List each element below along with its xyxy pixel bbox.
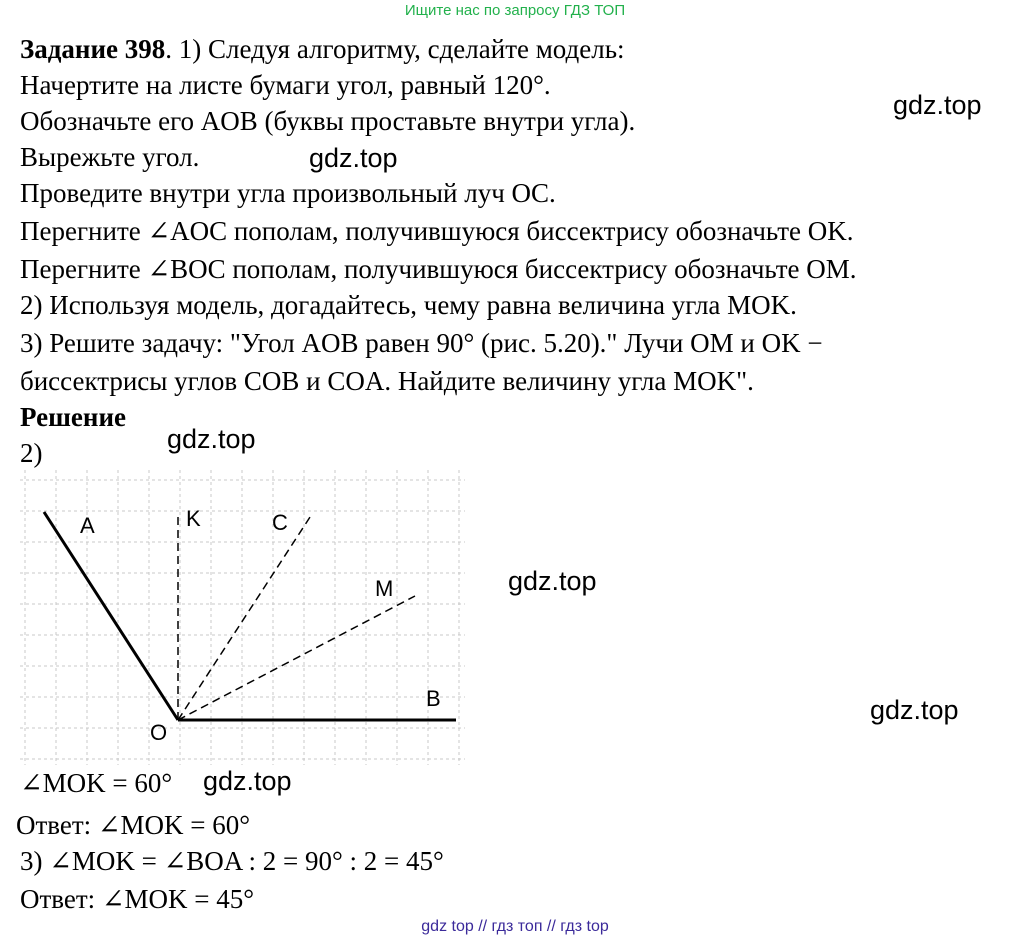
ray-oc xyxy=(178,514,312,720)
footer-links: gdz top // гдз топ // гдз top xyxy=(421,918,609,935)
answer-part2: Ответ: ∠MOK = 60° xyxy=(16,810,251,840)
watermark: gdz.top xyxy=(203,766,292,796)
answer-part3: Ответ: ∠MOK = 45° xyxy=(20,884,255,914)
label-o: O xyxy=(150,720,168,745)
label-b: B xyxy=(426,686,441,711)
label-a: A xyxy=(80,513,95,538)
watermark: gdz.top xyxy=(508,566,597,596)
solution-heading: Решение xyxy=(20,402,126,432)
task-line: Перегните ∠AOC пополам, получившуюся биссектрису обозначьте OK. xyxy=(20,216,854,246)
task-line: Вырежьте угол. xyxy=(20,142,200,172)
ray-om xyxy=(178,596,415,720)
task-title: Задание 398 xyxy=(20,34,166,64)
watermark: gdz.top xyxy=(893,90,982,120)
watermark: gdz.top xyxy=(309,143,398,173)
watermark: gdz.top xyxy=(167,424,256,454)
result-part2: ∠MOK = 60° xyxy=(20,768,173,798)
task-line: 3) Решите задачу: "Угол AOB равен 90° (рис. 5.20)." Лучи OM и OK − xyxy=(20,328,823,358)
task-line: Перегните ∠BOC пополам, получившуюся биссектрису обозначьте OM. xyxy=(20,254,857,284)
search-banner: Ищите нас по запросу ГДЗ ТОП xyxy=(404,2,626,19)
task-line: Обозначьте его AOB (буквы проставьте внутри угла). xyxy=(20,106,636,136)
task-line: Проведите внутри угла произвольный луч OC. xyxy=(20,178,556,208)
label-k: K xyxy=(186,506,201,531)
watermark: gdz.top xyxy=(870,695,959,725)
part2-label: 2) xyxy=(20,438,43,468)
task-line: Начертите на листе бумаги угол, равный 120°. xyxy=(20,70,551,100)
label-c: C xyxy=(272,510,288,535)
task-intro: . 1) Следуя алгоритму, сделайте модель: xyxy=(165,34,625,64)
solution-part3: 3) ∠MOK = ∠BOA : 2 = 90° : 2 = 45° xyxy=(20,846,444,876)
task-line: биссектрисы углов COB и COA. Найдите величину угла MOK". xyxy=(20,366,754,396)
label-m: M xyxy=(375,576,394,601)
task-first-line xyxy=(20,30,625,68)
angle-diagram xyxy=(20,470,470,770)
ray-oa xyxy=(44,512,178,720)
task-line: 2) Используя модель, догадайтесь, чему равна величина угла MOK. xyxy=(20,290,797,320)
